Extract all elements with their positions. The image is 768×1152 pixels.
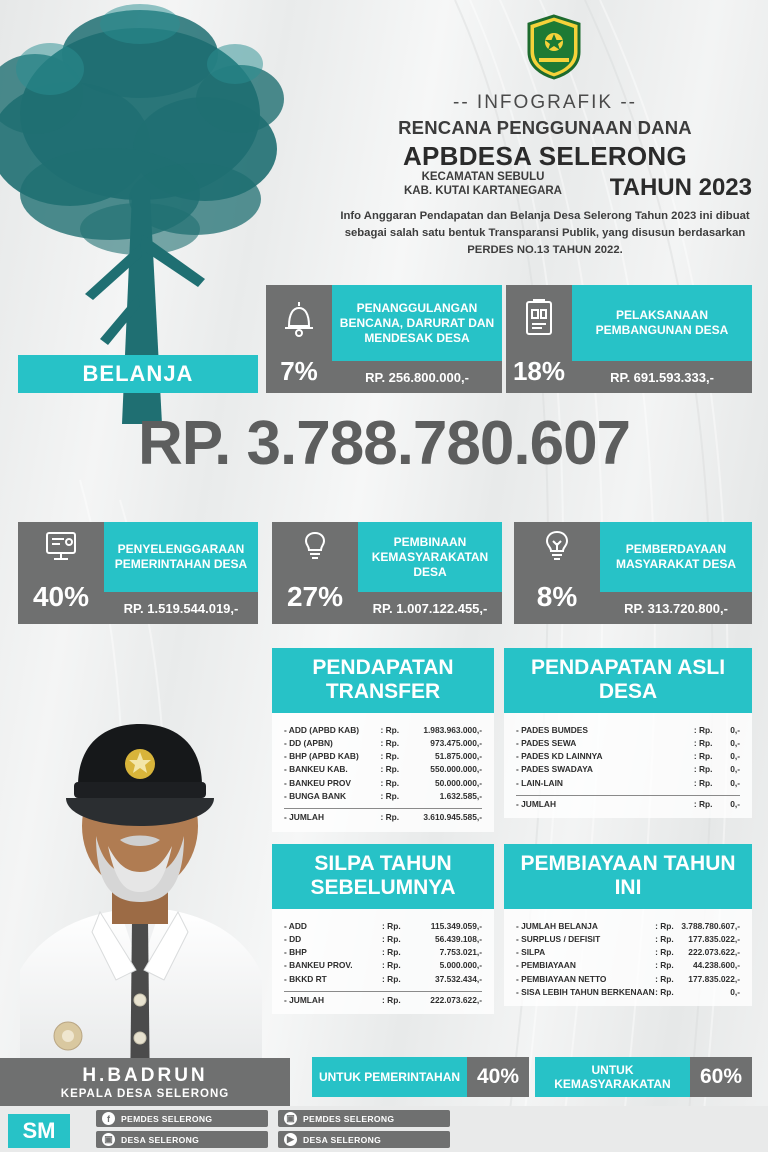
table-title: PENDAPATAN TRANSFER: [272, 648, 494, 713]
social-link-instagram-desa[interactable]: [96, 1131, 268, 1148]
lightbulb-gear-icon: [272, 522, 358, 570]
header-block: [330, 92, 760, 259]
clipboard-building-icon: [506, 285, 572, 340]
table-row: - BKKD RT : Rp. 37.532.434,-: [284, 973, 482, 984]
allocation-percent: 40%: [467, 1057, 529, 1097]
stat-percent: 18%: [512, 356, 566, 386]
table-sum-row: - JUMLAH : Rp. 3.610.945.585,-: [284, 808, 482, 823]
table-row: - PADES BUMDES : Rp. 0,-: [516, 724, 740, 735]
facebook-icon: f: [102, 1112, 115, 1125]
presentation-board-icon: [18, 522, 104, 570]
table-row: - ADD (APBD KAB) : Rp. 1.983.963.000,-: [284, 724, 482, 735]
table-sum-row: - JUMLAH : Rp. 222.073.622,-: [284, 991, 482, 1006]
allocation-kemasyarakatan: [535, 1057, 752, 1097]
sm-badge: SM: [8, 1114, 70, 1148]
stat-card-pemberdayaan-masyarakat: [514, 522, 752, 624]
social-label: DESA SELERONG: [121, 1134, 200, 1145]
table-row: - BUNGA BANK : Rp. 1.632.585,-: [284, 790, 482, 801]
allocation-label: UNTUK KEMASYARAKATAN: [535, 1057, 690, 1097]
village-head-title: KEPALA DESA SELERONG: [60, 1087, 230, 1100]
table-row: - JUMLAH BELANJA : Rp. 3.788.780.607,-: [516, 920, 740, 931]
table-row: - PADES SEWA : Rp. 0,-: [516, 738, 740, 749]
table-pembiayaan-tahun-ini: [504, 844, 752, 1006]
stat-amount: RP. 256.800.000,-: [332, 361, 502, 393]
table-row: - DD : Rp. 56.439.108,-: [284, 934, 482, 945]
table-row: - PADES SWADAYA : Rp. 0,-: [516, 764, 740, 775]
stat-percent: 8%: [536, 581, 578, 612]
social-label: DESA SELERONG: [303, 1134, 382, 1145]
header-description: Info Anggaran Pendapatan dan Belanja Desa Selerong Tahun 2023 ini dibuat sebagai salah satu bentuk Transparansi Publik, yang disusun berdasarkan PERDES NO.13 TAHUN 2022.: [340, 210, 750, 256]
table-row: - PEMBIAYAAN NETTO : Rp. 177.835.022,-: [516, 973, 740, 984]
stat-name: PEMBINAAN KEMASYARAKATAN DESA: [358, 522, 502, 592]
allocation-bars: [312, 1057, 752, 1097]
table-row: - PEMBIAYAAN : Rp. 44.238.600,-: [516, 960, 740, 971]
table-row: - BHP : Rp. 7.753.021,-: [284, 947, 482, 958]
youtube-icon: ▶: [284, 1133, 297, 1146]
table-title: PENDAPATAN ASLI DESA: [504, 648, 752, 713]
social-label: PEMDES SELERONG: [121, 1113, 213, 1124]
table-title: SILPA TAHUN SEBELUMNYA: [272, 844, 494, 909]
village-head-name: H.BADRUN: [82, 1064, 208, 1086]
disaster-bell-icon: [266, 285, 332, 340]
instagram-icon: ▣: [284, 1112, 297, 1125]
lightbulb-growth-icon: [514, 522, 600, 570]
table-row: - SURPLUS / DEFISIT : Rp. 177.835.022,-: [516, 934, 740, 945]
table-silpa-tahun-sebelumnya: [272, 844, 494, 1014]
instagram-icon: ▣: [102, 1133, 115, 1146]
social-label: PEMDES SELERONG: [303, 1113, 395, 1124]
stat-card-pembinaan-kemasyarakatan: [272, 522, 502, 624]
table-row: - LAIN-LAIN : Rp. 0,-: [516, 777, 740, 788]
header-kecamatan: KECAMATAN SEBULU KAB. KUTAI KARTANEGARA: [403, 171, 562, 198]
social-link-instagram-pemdes[interactable]: [278, 1110, 450, 1127]
table-sum-row: - JUMLAH : Rp. 0,-: [516, 795, 740, 810]
table-row: - BANKEU PROV : Rp. 50.000.000,-: [284, 777, 482, 788]
table-row: - BHP (APBD KAB) : Rp. 51.875.000,-: [284, 751, 482, 762]
stat-card-pelaksanaan-pembangunan: [506, 285, 752, 393]
stat-name: PENYELENGGARAAN PEMERINTAHAN DESA: [104, 522, 258, 592]
stat-amount: RP. 313.720.800,-: [600, 592, 752, 624]
header-year: TAHUN 2023: [609, 174, 752, 201]
table-row: - ADD : Rp. 115.349.059,-: [284, 920, 482, 931]
allocation-label: UNTUK PEMERINTAHAN: [312, 1057, 467, 1097]
header-infografik: -- INFOGRAFIK --: [453, 92, 637, 113]
nameplate: [0, 1058, 290, 1106]
stat-percent: 27%: [286, 581, 344, 612]
social-link-youtube[interactable]: [278, 1131, 450, 1148]
table-row: - SILPA : Rp. 222.073.622,-: [516, 947, 740, 958]
header-title: APBDESA SELERONG: [402, 141, 688, 171]
header-subtitle: RENCANA PENGGUNAAN DANA: [398, 117, 692, 138]
social-links: [96, 1110, 756, 1152]
stat-card-penyelenggaraan-pemerintahan: [18, 522, 258, 624]
stat-name: PELAKSANAAN PEMBANGUNAN DESA: [572, 285, 752, 361]
belanja-label: BELANJA: [18, 355, 258, 393]
table-pendapatan-transfer: [272, 648, 494, 832]
table-row: - BANKEU KAB. : Rp. 550.000.000,-: [284, 764, 482, 775]
social-link-facebook[interactable]: [96, 1110, 268, 1127]
allocation-percent: 60%: [690, 1057, 752, 1097]
stat-name: PEMBERDAYAAN MASYARAKAT DESA: [600, 522, 752, 592]
table-pendapatan-asli-desa: [504, 648, 752, 818]
village-head-photo: [0, 640, 272, 1100]
stat-percent: 40%: [32, 581, 90, 612]
allocation-pemerintahan: [312, 1057, 529, 1097]
table-row: - PADES KD LAINNYA : Rp. 0,-: [516, 751, 740, 762]
stat-percent: 7%: [280, 356, 318, 386]
table-row: - SISA LEBIH TAHUN BERKENAAN : Rp. 0,-: [516, 986, 740, 997]
stat-amount: RP. 691.593.333,-: [572, 361, 752, 393]
table-row: - BANKEU PROV. : Rp. 5.000.000,-: [284, 960, 482, 971]
stat-card-penanggulangan-bencana: [266, 285, 502, 393]
stat-amount: RP. 1.007.122.455,-: [358, 592, 502, 624]
stat-name: PENANGGULANGAN BENCANA, DARURAT DAN MENDESAK DESA: [332, 285, 502, 361]
village-emblem-logo: [525, 14, 583, 80]
total-budget-amount: RP. 3.788.780.607: [137, 409, 631, 478]
table-row: - DD (APBN) : Rp. 973.475.000,-: [284, 738, 482, 749]
stat-amount: RP. 1.519.544.019,-: [104, 592, 258, 624]
table-title: PEMBIAYAAN TAHUN INI: [504, 844, 752, 909]
